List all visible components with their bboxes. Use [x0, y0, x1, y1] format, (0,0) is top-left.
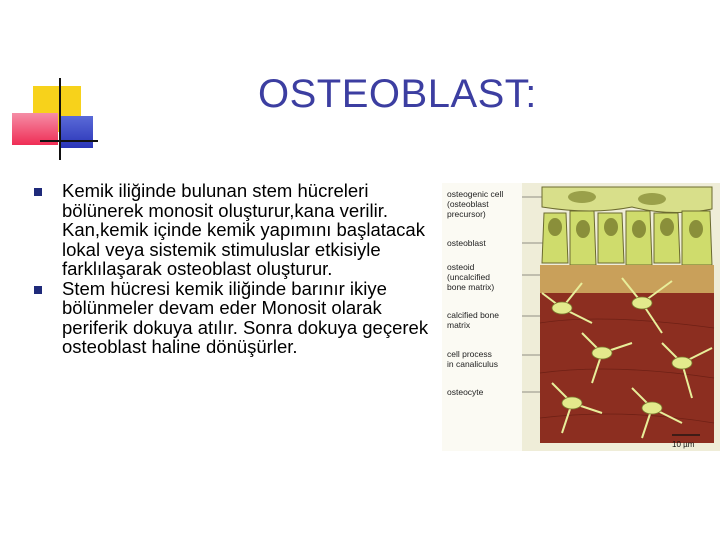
bullet-text: Kemik iliğinde bulunan stem hücreleri bölünerek monosit oluşturur,kana verilir. Kan,kemik içinde kemik yapımını başlatacak lokal veya sistemik stimuluslar etkisiyle farklılaşarak osteoblast oluşturur. — [62, 180, 425, 279]
figure-label: osteogenic cell — [447, 189, 504, 199]
bullet-text: Stem hücresi kemik iliğinde barınır ikiye bölünmeler devam eder Monosit olarak periferik dokuya atılır. Sonra dokuya geçerek osteoblast haline dönüşürler. — [62, 277, 429, 357]
osteoblast-illustration — [442, 183, 720, 451]
figure-label: matrix — [447, 320, 471, 330]
horizontal-line — [40, 140, 98, 142]
tissue-drawing — [522, 183, 720, 451]
bullet-square-icon — [34, 188, 42, 196]
bullet-item — [34, 279, 434, 357]
figure-label: (osteoblast — [447, 199, 489, 209]
figure-label: calcified bone — [447, 310, 499, 320]
figure-label: osteocyte — [447, 387, 484, 397]
figure-label: (uncalcified — [447, 272, 490, 282]
blue-square — [59, 116, 93, 148]
bullet-square-icon — [34, 286, 42, 294]
figure-labels — [442, 183, 530, 451]
decorative-logo — [0, 0, 110, 170]
figure-label: in canaliculus — [447, 359, 499, 369]
bullet-list — [34, 181, 434, 357]
bullet-item — [34, 181, 434, 279]
osteoid-layer — [540, 265, 714, 293]
slide-title: OSTEOBLAST: — [258, 72, 537, 116]
figure-label: bone matrix) — [447, 282, 495, 292]
vertical-line — [59, 78, 61, 160]
figure-label: precursor) — [447, 209, 486, 219]
figure-label: cell process — [447, 349, 492, 359]
figure-label: osteoblast — [447, 238, 486, 248]
figure-label: osteoid — [447, 262, 475, 272]
scale-label: 10 µm — [672, 440, 695, 449]
